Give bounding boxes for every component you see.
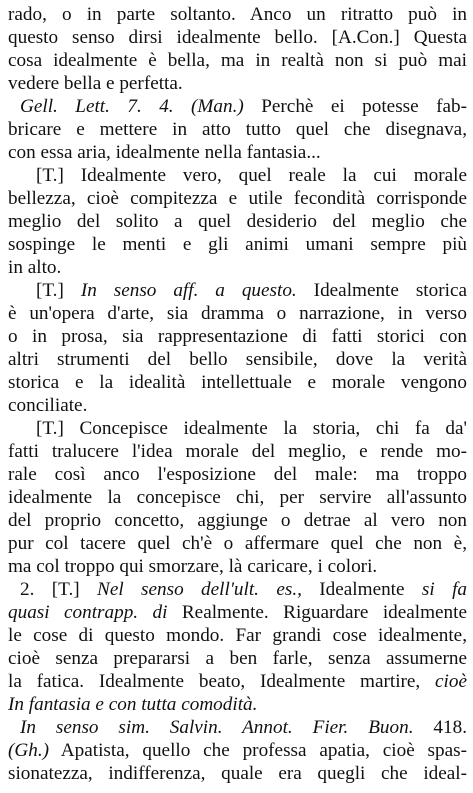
text-line: [T.] In senso aff. a questo. Idealmente storica: [36, 280, 467, 301]
text-line: cioè senza prepararsi a ben farle, senza assumerne: [8, 648, 467, 669]
text-line: idealmente la concepisce chi, per servire all'assunto: [8, 487, 467, 508]
text-line: pur col tacere quel ch'è o affermare quel che non è,: [8, 533, 467, 554]
text-line: [T.] Idealmente vero, quel reale la cui morale: [36, 165, 467, 186]
text-line: la fatica. Idealmente beato, Idealmente martire, cioè: [8, 671, 467, 692]
text-line: fatti tralucere l'idea morale del meglio, e rende mo-: [8, 441, 467, 462]
text-line: bellezza, cioè compitezza e utile fecondità corrisponde: [8, 188, 467, 209]
text-line: in alto.: [8, 257, 62, 278]
text-line: le cose di questo mondo. Far grandi cose idealmente,: [8, 625, 467, 646]
text-line: rale così anco l'esposizione del male: ma troppo: [8, 464, 467, 485]
text-line: questo senso dirsi idealmente bello. [A.Con.] Questa: [8, 27, 467, 48]
section-line: 2. [T.] Nel senso dell'ult. es., Idealmente si fa: [20, 579, 467, 600]
text-line: (Gh.) Apatista, quello che professa apatia, cioè spas-: [8, 740, 467, 761]
text-line: è un'opera d'arte, sia dramma o narrazione, in verso: [8, 303, 467, 324]
text-line: o in prosa, sia rappresentazione di fatti storici con: [8, 326, 467, 347]
text-line: [T.] Concepisce idealmente la storia, chi fa da': [36, 418, 467, 439]
citation-line: Gell. Lett. 7. 4. (Man.) Perchè ei potesse fab-: [20, 96, 467, 117]
text-line: vedere bella e perfetta.: [8, 73, 183, 94]
text-line: rado, o in parte soltanto. Anco un ritratto può in: [8, 4, 467, 25]
text-line: con essa aria, idealmente nella fantasia...: [8, 142, 321, 163]
text-line: altri strumenti del bello sensibile, dove la verità: [8, 349, 467, 370]
text-line: quasi contrapp. di Realmente. Riguardare idealmente: [8, 602, 467, 623]
text-line: del proprio concetto, aggiunge o detrae al vero non: [8, 510, 467, 531]
citation-source: In senso sim. Salvin. Annot. Fier. Buon.: [20, 717, 414, 738]
text-line: In fantasia e con tutta comodità.: [8, 694, 258, 715]
text-line: conciliate.: [8, 395, 88, 416]
text-line: bricare e mettere in atto tutto quel che disegnava,: [8, 119, 467, 140]
citation-source: Gell. Lett. 7. 4. (Man.): [20, 96, 244, 117]
text-line: sionatezza, indifferenza, quale era quegli che ideal-: [8, 763, 467, 784]
text-line: storica e la idealità intellettuale e morale vengono: [8, 372, 467, 393]
citation-line: In senso sim. Salvin. Annot. Fier. Buon. 418.: [20, 717, 467, 738]
text-line: cosa idealmente è bella, ma in realtà non si può mai: [8, 50, 467, 71]
text-line: ma col troppo qui smorzare, là caricare, i colori.: [8, 556, 378, 577]
text-line: meglio del solito a quel desiderio del meglio che: [8, 211, 467, 232]
text-line: sospinge le menti e gli animi umani sempre più: [8, 234, 467, 255]
